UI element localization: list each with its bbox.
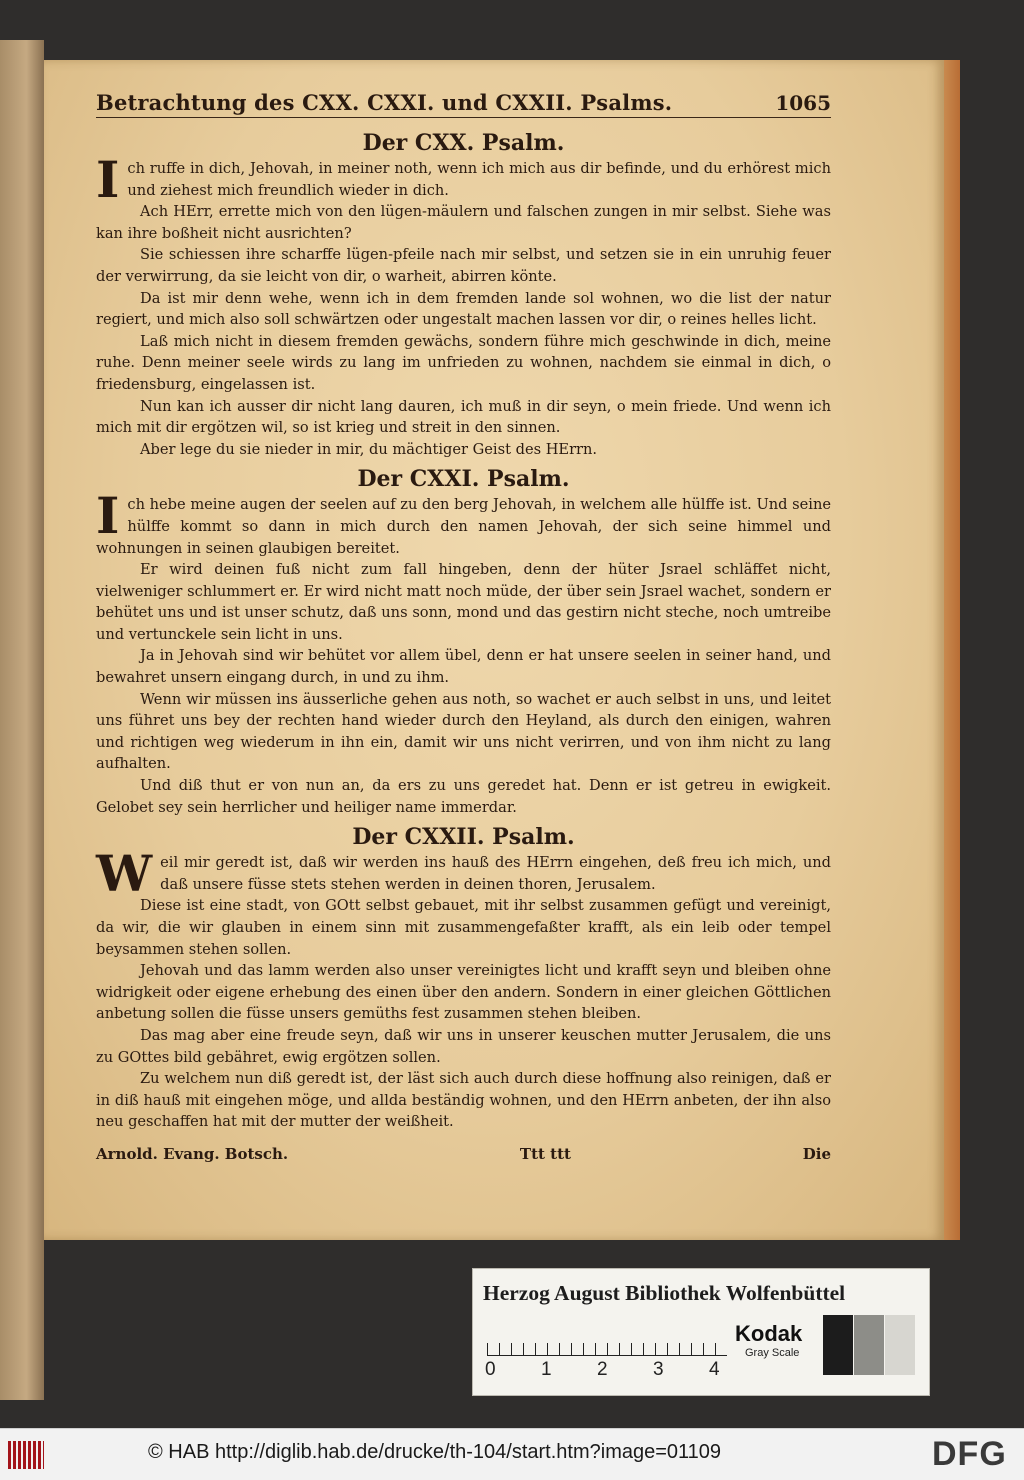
ruler-number: 2 xyxy=(597,1359,608,1380)
color-calibration-card xyxy=(472,1268,930,1396)
verse-text: ch hebe meine augen der seelen auf zu den berg Jehovah, in welchem alle hülffe ist. Und seine hülffe kommt so dann in mich durch den namen Jehovah, der sich seine himmel und wohnungen in seinen glaubigen bereitet. xyxy=(96,496,831,557)
verse xyxy=(96,844,831,904)
psalm-title: Der CXXII. Psalm. xyxy=(352,824,575,851)
book-page xyxy=(44,60,944,1240)
psalm-title: Der CXX. Psalm. xyxy=(362,130,565,156)
adjacent-page-edge xyxy=(0,40,44,1400)
ruler-number: 4 xyxy=(709,1359,720,1380)
psalm-122 xyxy=(96,824,831,1133)
verse: Aber lege du sie nieder in mir, du mächtiger Geist des HErrn. xyxy=(140,440,598,458)
verse: Laß mich nicht in diesem fremden gewächs, sondern führe mich geschwinde in dich, meine ruhe. Denn meiner seele wirds zu lang im unfrieden zu wohnen, nachdem sie einmal in dich, o friedensburg, eingelassen ist. xyxy=(96,332,831,393)
dropcap: W xyxy=(96,844,153,904)
verse xyxy=(96,486,831,559)
grayscale-label: Gray Scale xyxy=(745,1347,800,1359)
ruler-number: 1 xyxy=(541,1359,552,1380)
verse: Nun kan ich ausser dir nicht lang dauren, ich muß in dir seyn, o mein friede. Und wenn ich mich mit dir ergötzen wil, so ist krieg und streit in den sinnen. xyxy=(96,397,831,437)
verse: Er wird deinen fuß nicht zum fall hingeben, denn der hüter Jsrael schläffet nicht, vielweniger schlummert er. Er wird nicht matt noch müde, der über sein Jsrael wachet, sondern er behütet uns und ist unser schutz, daß uns sonn, mond und das gestirn nicht steche, noch umtreibe und vertunckele sein licht in uns. xyxy=(96,561,831,643)
hab-logo-icon xyxy=(8,1441,44,1469)
ruler-number: 3 xyxy=(653,1359,664,1380)
header-title: Betrachtung des CXX. CXXI. und CXXII. Psalms. xyxy=(96,90,673,115)
viewer-footer xyxy=(0,1428,1024,1480)
verse: Ach HErr, errette mich von den lügen-mäulern und falschen zungen in mir selbst. Siehe was kan ihre boßheit nicht ausrichten? xyxy=(96,203,831,242)
verse: Und diß thut er von nun an, da ers zu uns geredet hat. Denn er ist getreu in ewigkeit. Gelobet sey sein herrlicher und heiliger name immerdar. xyxy=(96,777,831,816)
dfg-logo: DFG xyxy=(932,1435,1007,1473)
verse: Diese ist eine stadt, von GOtt selbst gebauet, mit ihr selbst zusammen gefügt und vereinigt, da wir, die wir glauben in einem sinn mit zusammengefaßter krafft, als ein leib oder tempel beysammen stehen sollen. xyxy=(96,897,831,958)
library-name: Herzog August Bibliothek Wolfenbüttel xyxy=(483,1281,846,1305)
signature-mark: Ttt ttt xyxy=(519,1144,571,1163)
ruler-number: 0 xyxy=(485,1359,496,1380)
page-number: 1065 xyxy=(775,91,831,115)
gray-swatch-light xyxy=(885,1315,915,1375)
verse: Zu welchem nun diß geredt ist, der läst sich auch durch diese hoffnung also reinigen, daß er in diß hauß mit eingehen möge, und allda beständig wohnen, und den HErrn anbeten, der ihn also neu geschaffen hat mit der mutter der weißheit. xyxy=(96,1070,831,1131)
page-footer xyxy=(96,1145,831,1163)
verse: Wenn wir müssen ins äusserliche gehen aus noth, so wachet er auch selbst in uns, und leitet uns führet uns bey der rechten hand wieder durch den Heyland, als durch den einigen, wahren und richtigen weg wiederum in ihn ein, damit wir uns nicht verirren, und von ihm nicht zu lang aufhalten. xyxy=(96,690,831,773)
verse-text: ch ruffe in dich, Jehovah, in meiner noth, wenn ich mich aus dir befinde, und du erhörest mich und ziehest mich freundlich wieder in dich. xyxy=(127,160,831,199)
verse-text: eil mir geredt ist, daß wir werden ins hauß des HErrn eingehen, deß freu ich mich, und daß unsere füsse stets stehen werden in deinen thoren, Jerusalem. xyxy=(160,854,831,893)
psalm-121 xyxy=(96,466,831,818)
gray-swatch-mid xyxy=(854,1315,884,1375)
verse: Jehovah und das lamm werden also unser vereinigtes licht und krafft seyn und bleiben ohne widrigkeit oder eigene erhebung des einen über den andern. Sondern in einer gleichen Göttlichen anbetung sollen die füsse unsers gemüths fest zusammen stehen bleiben. xyxy=(96,962,831,1023)
page-content xyxy=(96,90,831,1163)
copyright-link[interactable]: © HAB http://diglib.hab.de/drucke/th-104/start.htm?image=01109 xyxy=(148,1441,722,1463)
verse: Da ist mir denn wehe, wenn ich in dem fremden lande sol wohnen, wo die list der natur regiert, und mich also soll schwärtzen oder ungestalt machen lassen vor dir, o reines helles licht. xyxy=(96,289,831,329)
running-header xyxy=(96,90,831,118)
verse xyxy=(96,150,831,209)
gray-swatch-dark xyxy=(823,1315,853,1375)
verse: Ja in Jehovah sind wir behütet vor allem übel, denn er hat unsere seelen in seiner hand, und bewahret unsern eingang durch, in und zu ihm. xyxy=(96,647,831,687)
psalm-title: Der CXXI. Psalm. xyxy=(357,466,570,493)
psalm-120 xyxy=(96,130,831,460)
verse: Das mag aber eine freude seyn, daß wir uns in unserer keuschen mutter Jerusalem, die uns zu GOttes bild gebähret, ewig ergötzen sollen. xyxy=(96,1026,831,1066)
kodak-brand: Kodak xyxy=(735,1321,803,1346)
page-edge xyxy=(944,60,960,1240)
verse: Sie schiessen ihre scharffe lügen-pfeile nach mir selbst, und setzen sie in ein unruhig feuer der verwirrung, da sie leicht von dir, o warheit, abirren könte. xyxy=(96,246,831,285)
footer-source: Arnold. Evang. Botsch. xyxy=(96,1144,289,1163)
dropcap: I xyxy=(96,486,120,546)
dropcap: I xyxy=(96,150,120,209)
catchword: Die xyxy=(802,1144,831,1163)
ruler-scale xyxy=(487,1321,727,1356)
